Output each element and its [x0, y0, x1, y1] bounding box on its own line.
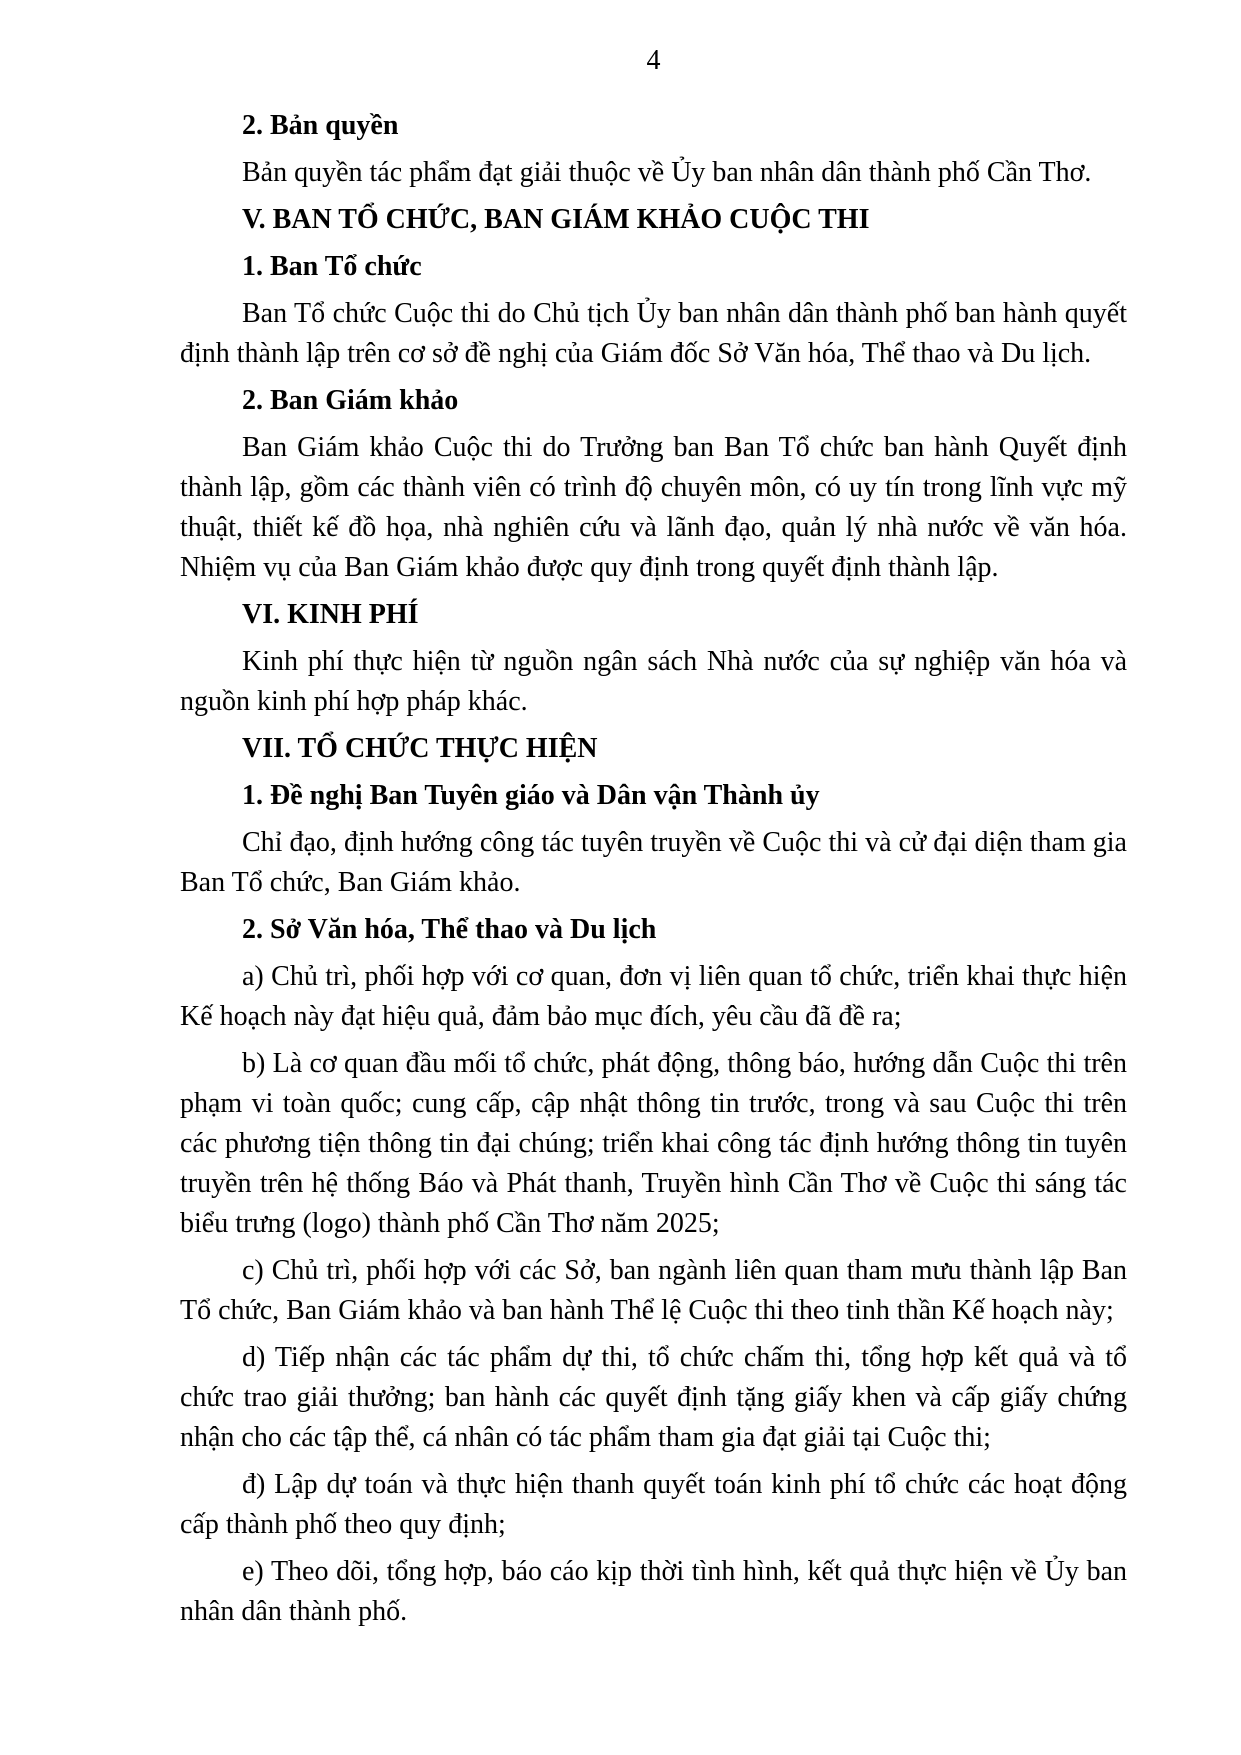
heading-section-v: V. BAN TỔ CHỨC, BAN GIÁM KHẢO CUỘC THI — [242, 204, 870, 235]
heading-section-vii-to-chuc-thuc-hien: VII. TỔ CHỨC THỰC HIỆN — [242, 733, 598, 764]
document-content — [180, 106, 1127, 1632]
paragraph-chi-dao-dinh-huong: Chỉ đạo, định hướng công tác tuyên truyền về Cuộc thi và cử đại diện tham gia Ban Tổ chức, Ban Giám khảo. — [180, 827, 1127, 898]
heading-ban-quyen: 2. Bản quyền — [242, 110, 399, 141]
paragraph-item-a: a) Chủ trì, phối hợp với cơ quan, đơn vị liên quan tổ chức, triển khai thực hiện Kế hoạch này đạt hiệu quả, đảm bảo mục đích, yêu cầu đã đề ra; — [180, 961, 1127, 1032]
paragraph-item-e: e) Theo dõi, tổng hợp, báo cáo kịp thời tình hình, kết quả thực hiện về Ủy ban nhân dân thành phố. — [180, 1556, 1127, 1627]
heading-ban-giam-khao: 2. Ban Giám khảo — [242, 385, 459, 416]
paragraph-item-d: d) Tiếp nhận các tác phẩm dự thi, tổ chức chấm thi, tổng hợp kết quả và tổ chức trao giải thưởng; ban hành các quyết định tặng giấy khen và cấp giấy chứng nhận cho các tập thể, cá nhân có tác phẩm tham gia đạt giải tại Cuộc thi; — [180, 1342, 1127, 1453]
paragraph-item-c: c) Chủ trì, phối hợp với các Sở, ban ngành liên quan tham mưu thành lập Ban Tổ chức, Ban Giám khảo và ban hành Thể lệ Cuộc thi theo tinh thần Kế hoạch này; — [180, 1255, 1127, 1326]
paragraph-item-dd: đ) Lập dự toán và thực hiện thanh quyết toán kinh phí tổ chức các hoạt động cấp thành phố theo quy định; — [180, 1469, 1127, 1540]
heading-de-nghi-ban-tuyen-giao: 1. Đề nghị Ban Tuyên giáo và Dân vận Thành ủy — [242, 780, 820, 811]
heading-so-van-hoa-the-thao-du-lich: 2. Sở Văn hóa, Thể thao và Du lịch — [242, 914, 657, 945]
paragraph-kinh-phi: Kinh phí thực hiện từ nguồn ngân sách Nhà nước của sự nghiệp văn hóa và nguồn kinh phí hợp pháp khác. — [180, 646, 1127, 717]
paragraph-ban-to-chuc: Ban Tổ chức Cuộc thi do Chủ tịch Ủy ban nhân dân thành phố ban hành quyết định thành lập trên cơ sở đề nghị của Giám đốc Sở Văn hóa, Thể thao và Du lịch. — [180, 298, 1127, 369]
heading-section-vi-kinh-phi: VI. KINH PHÍ — [242, 599, 419, 630]
paragraph-ban-giam-khao: Ban Giám khảo Cuộc thi do Trưởng ban Ban Tổ chức ban hành Quyết định thành lập, gồm các thành viên có trình độ chuyên môn, có uy tín trong lĩnh vực mỹ thuật, thiết kế đồ họa, nhà nghiên cứu và lãnh đạo, quản lý nhà nước về văn hóa. Nhiệm vụ của Ban Giám khảo được quy định trong quyết định thành lập. — [180, 432, 1127, 583]
page-number: 4 — [646, 45, 661, 76]
paragraph-ban-quyen: Bản quyền tác phẩm đạt giải thuộc về Ủy ban nhân dân thành phố Cần Thơ. — [242, 157, 1092, 188]
heading-ban-to-chuc: 1. Ban Tổ chức — [242, 251, 422, 282]
paragraph-item-b: b) Là cơ quan đầu mối tổ chức, phát động, thông báo, hướng dẫn Cuộc thi trên phạm vi toàn quốc; cung cấp, cập nhật thông tin trước, trong và sau Cuộc thi trên các phương tiện thông tin đại chúng; triển khai công tác định hướng thông tin tuyên truyền trên hệ thống Báo và Phát thanh, Truyền hình Cần Thơ về Cuộc thi sáng tác biểu trưng (logo) thành phố Cần Thơ năm 2025; — [180, 1048, 1127, 1239]
